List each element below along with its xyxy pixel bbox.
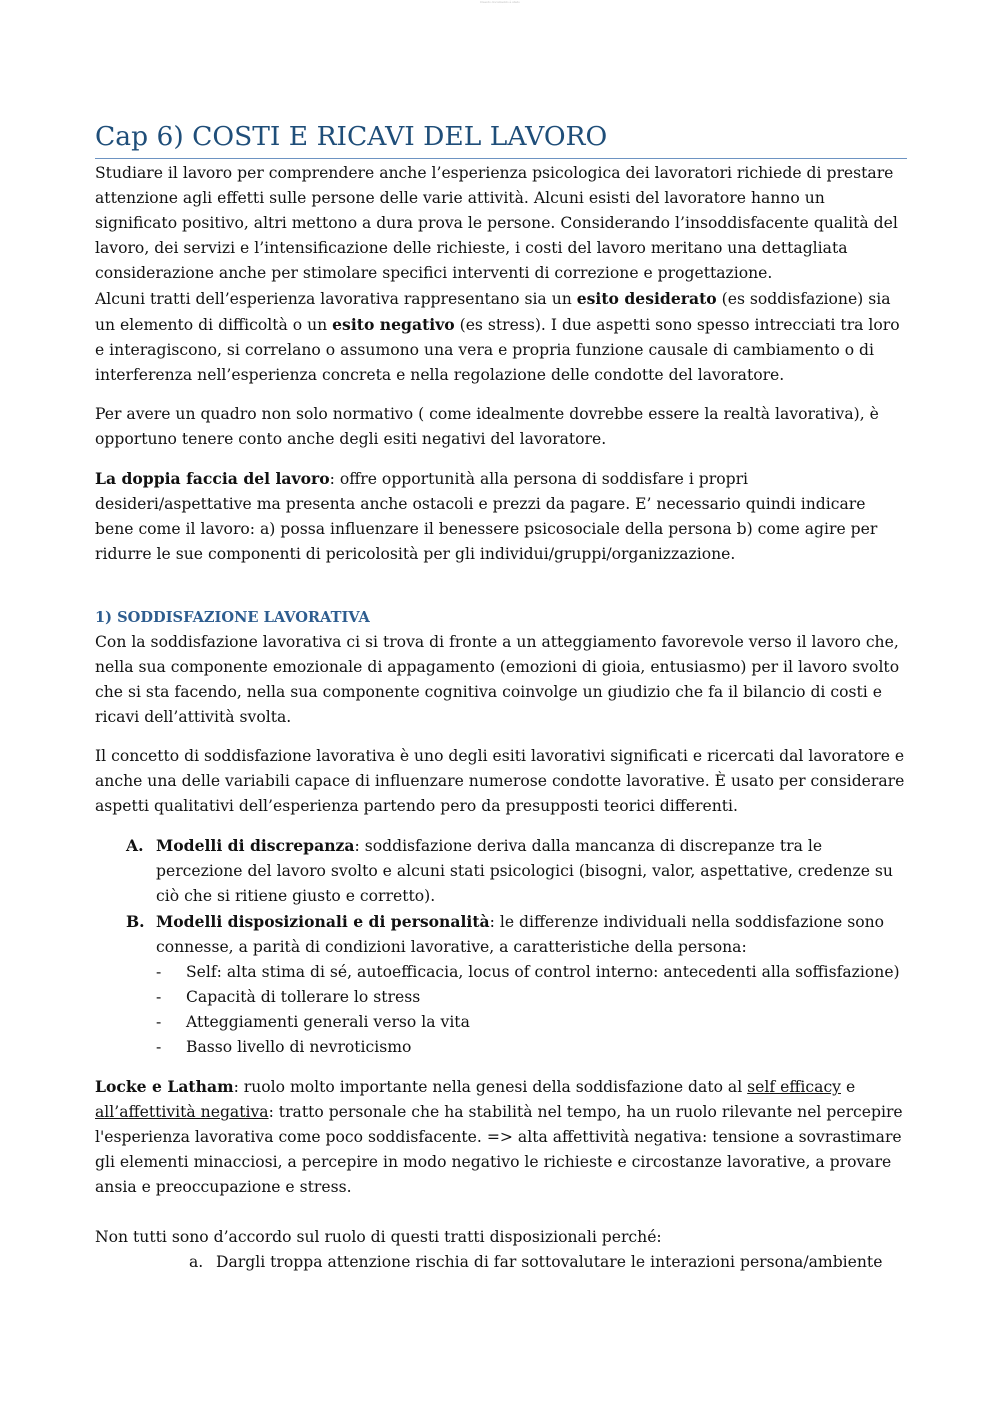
header-mark: Questo documento è stato	[480, 0, 520, 3]
list-item-text: : soddisfazione deriva dalla mancanza di discrepanze tra le percezione del lavoro svolto e alcuni stati psicologici (bisogni, valor, aspettative, credenze su ciò che si ritiene giusto e corretto).	[156, 837, 893, 905]
dash-marker: -	[156, 963, 162, 981]
list-item-text: : le differenze individuali nella soddisfazione sono connesse, a parità di condizioni lavorative, a caratteristiche della persona:	[156, 913, 885, 956]
lowlist-item-a	[95, 1250, 907, 1275]
list-marker: a.	[189, 1253, 204, 1271]
bold-esito-desiderato: esito desiderato	[576, 289, 717, 308]
chapter-title: Cap 6) COSTI E RICAVI DEL LAVORO	[95, 118, 907, 159]
lowlist-item-text: Dargli troppa attenzione rischia di far sottovalutare le interazioni persona/ambiente	[216, 1253, 883, 1271]
list-marker: A.	[126, 836, 144, 855]
intro-paragraph-1: Studiare il lavoro per comprendere anche l’esperienza psicologica dei lavoratori richiede di prestare attenzione agli effetti sulle persone delle varie attività. Alcuni esisti del lavoratore hanno un significato positivo, altri mettono a dura prova le persone. Considerando l’insoddisfacente qualità del lavoro, dei servizi e l’intensificazione delle richieste, i costi del lavoro meritano una dettagliata considerazione anche per stimolare specifici interventi di correzione e progettazione.	[95, 164, 898, 282]
sublist-item-text: Capacità di tollerare lo stress	[186, 988, 421, 1006]
section-paragraph-1: Con la soddisfazione lavorativa ci si trova di fronte a un atteggiamento favorevole verso il lavoro che, nella sua componente emozionale di appagamento (emozioni di gioia, entusiasmo) per il lavoro svolto che si sta facendo, nella sua componente cognitiva coinvolge un giudizio che fa il bilancio di costi e ricavi dell’attività svolta.	[95, 633, 900, 726]
locke-latham-paragraph: Locke e Latham: ruolo molto importante nella genesi della soddisfazione dato al self efficacy e all’affettività negativa: tratto personale che ha stabilità nel tempo, ha un ruolo rilevante nel percepire l'esperienza lavorativa come poco soddisfacente. => alta affettività negativa: tensione a sovrastimare gli elementi minacciosi, a percepire in modo negativo le richieste e circostanze lavorative, a provare ansia e preoccupazione e stress.	[95, 1077, 903, 1196]
section-paragraph-3: Non tutti sono d’accordo sul ruolo di questi tratti disposizionali perché:	[95, 1228, 662, 1246]
sublist-item	[95, 985, 907, 1010]
list-marker: B.	[126, 912, 145, 931]
underline-affettivita-negativa: all’affettività negativa	[95, 1103, 269, 1121]
sublist-item-text: Self: alta stima di sé, autoefficacia, locus of control interno: antecedenti alla soffisfazione)	[186, 963, 900, 981]
sublist-item	[95, 1010, 907, 1035]
list-item-title: Modelli di discrepanza	[156, 836, 355, 855]
list-item-b	[95, 909, 907, 960]
dash-marker: -	[156, 1013, 162, 1031]
intro-paragraph-2: Alcuni tratti dell’esperienza lavorativa rappresentano sia un esito desiderato (es soddisfazione) sia un elemento di difficoltà o un esito negativo (es stress). I due aspetti sono spesso intrecciati tra loro e interagiscono, si correlano o assumono una vera e propria funzione causale di cambiamento o di interferenza nell’esperienza concreta e nella regolazione delle condotte del lavoratore.	[95, 289, 900, 384]
bold-doppia-faccia: La doppia faccia del lavoro	[95, 469, 330, 488]
bold-locke-latham: Locke e Latham	[95, 1077, 234, 1096]
section-heading: 1) SODDISFAZIONE LAVORATIVA	[95, 609, 370, 626]
intro-paragraph-4: La doppia faccia del lavoro: offre opportunità alla persona di soddisfare i propri desideri/aspettative ma presenta anche ostacoli e prezzi da pagare. E’ necessario quindi indicare bene come il lavoro: a) possa influenzare il benessere psicosociale della persona b) come agire per ridurre le sue componenti di pericolosità per gli individui/gruppi/organizzazione.	[95, 469, 878, 563]
dash-marker: -	[156, 1038, 162, 1056]
underline-self-efficacy: self efficacy	[747, 1078, 841, 1096]
sublist-item-text: Atteggiamenti generali verso la vita	[186, 1013, 470, 1031]
sublist-item	[95, 1035, 907, 1060]
bold-esito-negativo: esito negativo	[332, 315, 455, 334]
list-item-title: Modelli disposizionali e di personalità	[156, 912, 490, 931]
list-item-a	[95, 833, 907, 909]
dash-marker: -	[156, 988, 162, 1006]
intro-paragraph-3: Per avere un quadro non solo normativo ( come idealmente dovrebbe essere la realtà lavorativa), è opportuno tenere conto anche degli esiti negativi del lavoratore.	[95, 405, 879, 448]
section-paragraph-2: Il concetto di soddisfazione lavorativa è uno degli esiti lavorativi significati e ricercati dal lavoratore e anche una delle variabili capace di influenzare numerose condotte lavorative. È usato per considerare aspetti qualitativi dell’esperienza partendo pero da presupposti teorici differenti.	[95, 747, 905, 815]
sublist-item	[95, 960, 907, 985]
document-body	[95, 118, 907, 1275]
sublist-item-text: Basso livello di nevroticismo	[186, 1038, 412, 1056]
